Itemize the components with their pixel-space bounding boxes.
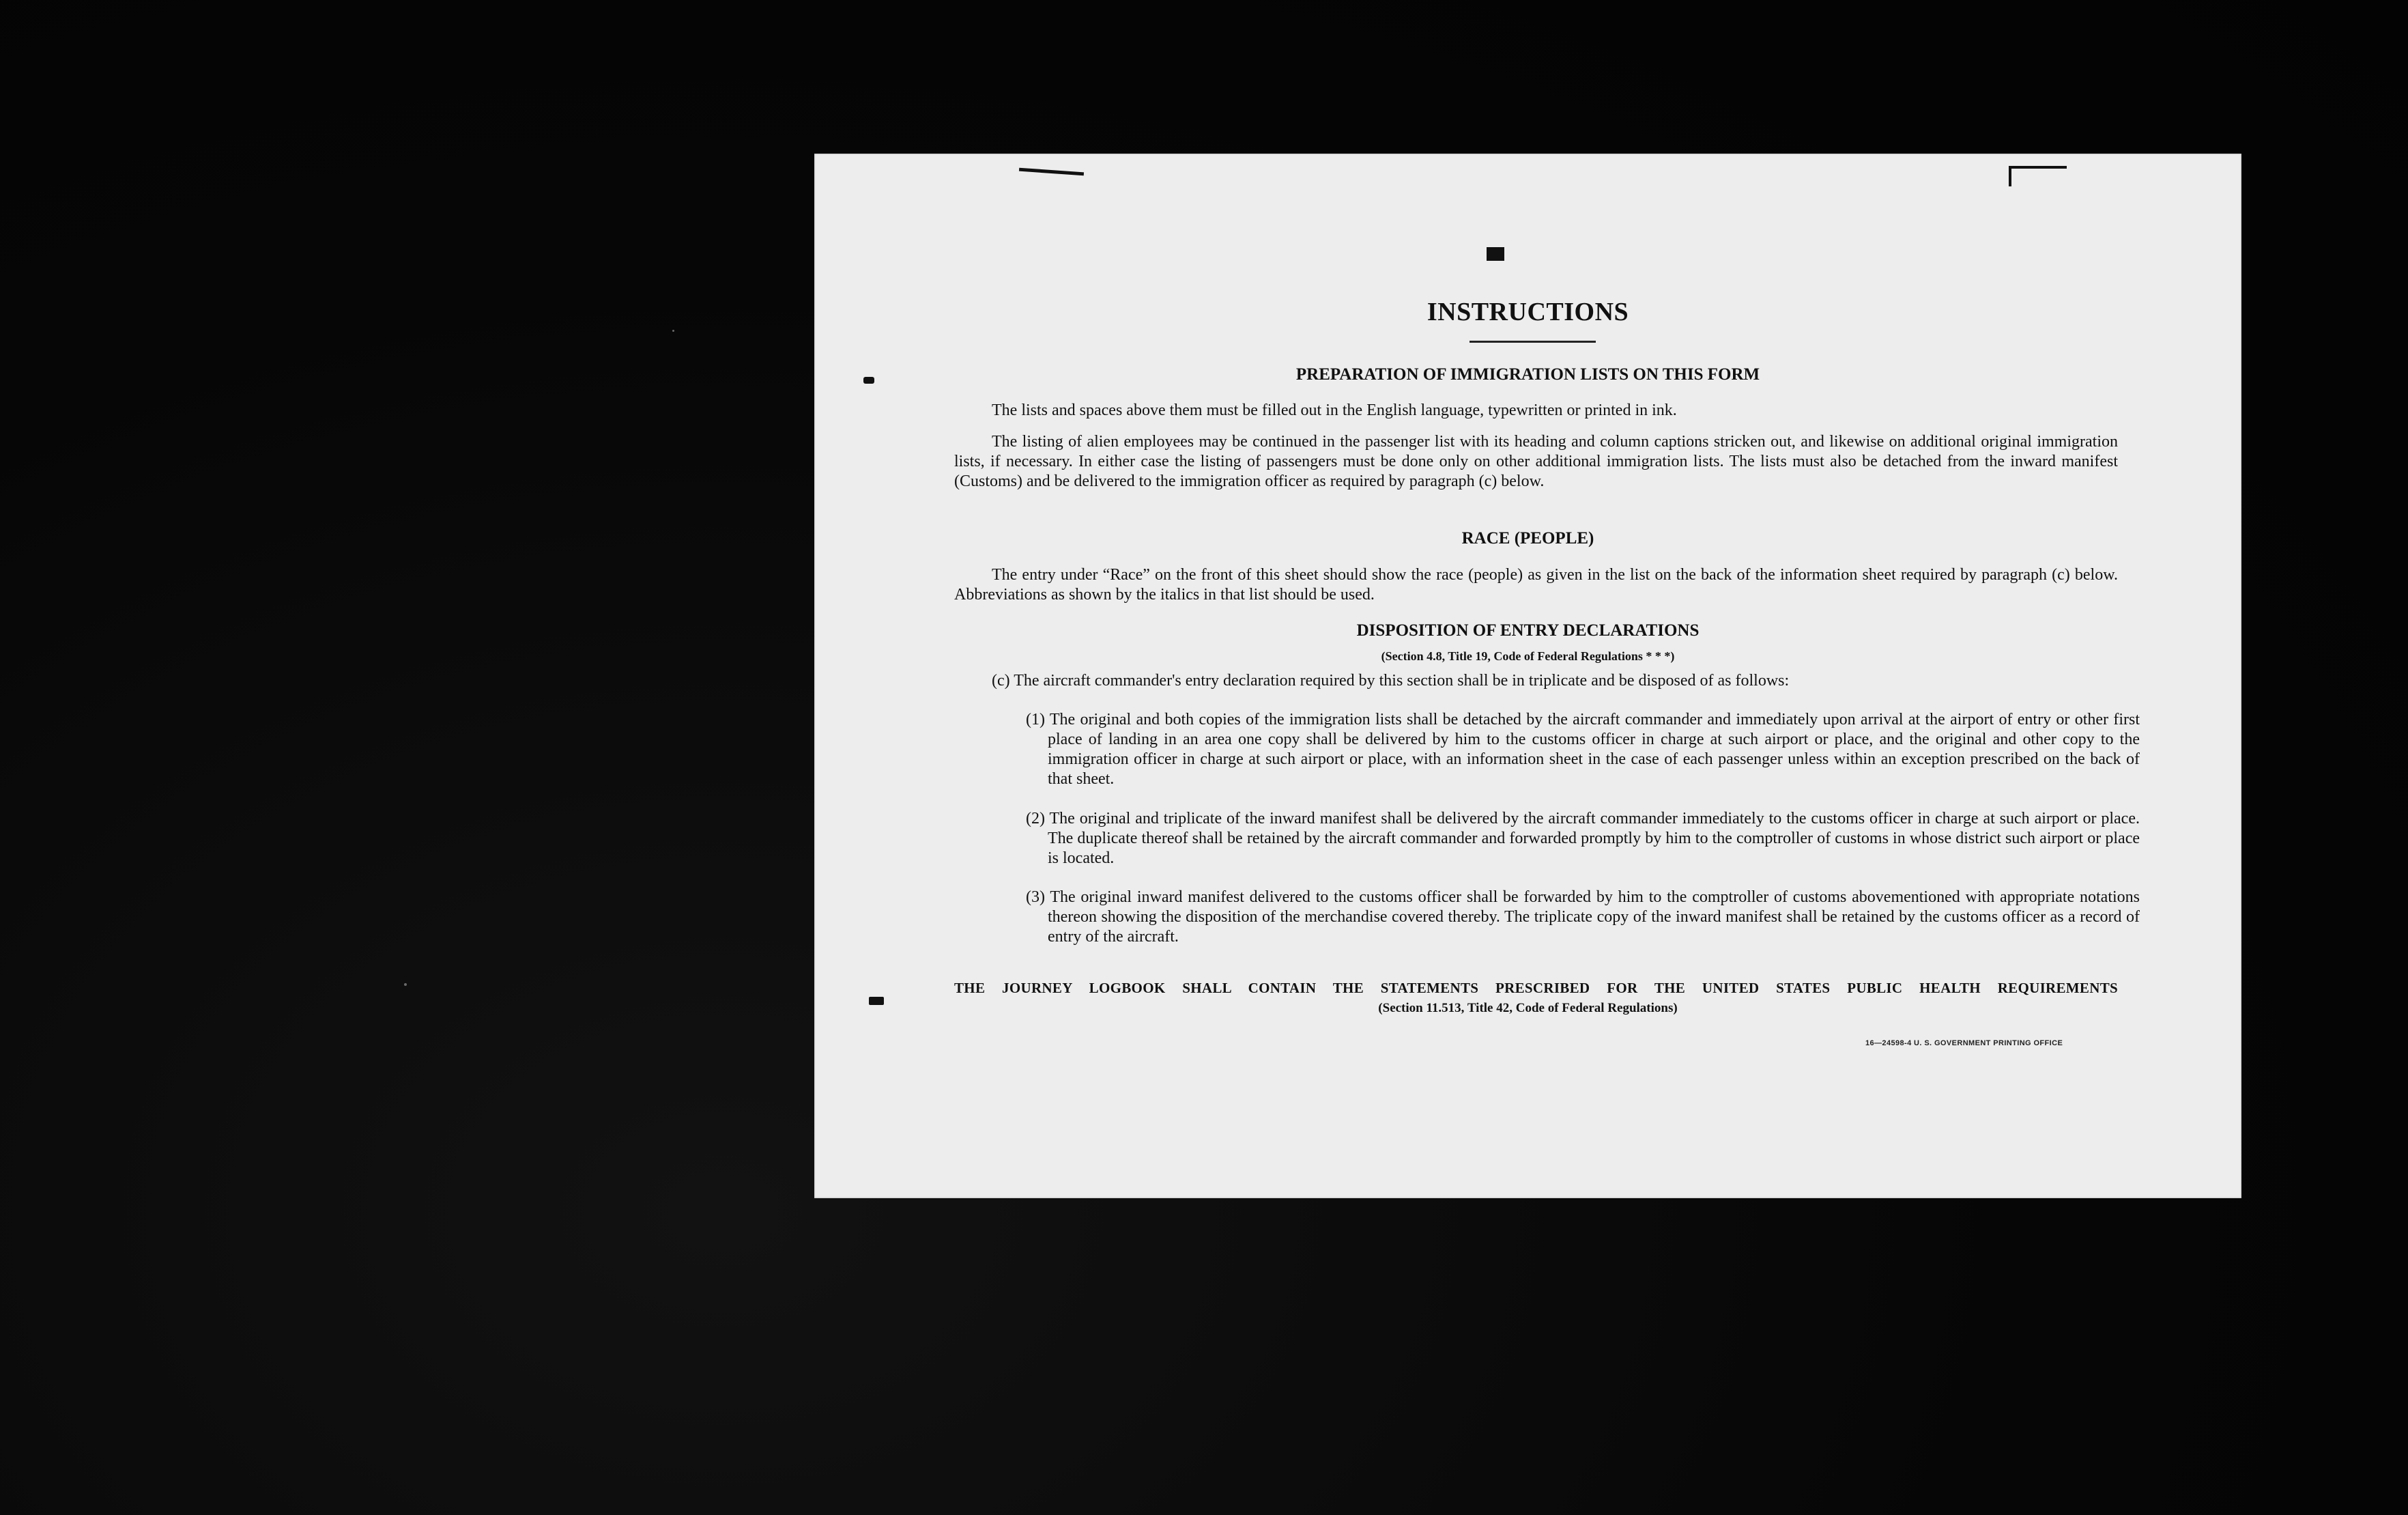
item-number: (3)	[1026, 888, 1045, 906]
top-left-mark	[1019, 168, 1084, 176]
item-text: The original and triplicate of the inward manifest shall be delivered by the aircraft commander immediately to the customs officer in charge at such airport or place. The duplicate thereof shall be retained by the aircraft commander and forwarded promptly by him to the comptroller of customs in whose district such airport or place is located.	[1048, 810, 2140, 867]
logbook-statement: THE JOURNEY LOGBOOK SHALL CONTAIN THE STATEMENTS PRESCRIBED FOR THE UNITED STATES PUBLIC HEALTH REQUIREMENTS	[954, 980, 2118, 996]
top-right-mark-tick	[2009, 166, 2011, 186]
item-text: The original and both copies of the immigration lists shall be detached by the aircraft commander and immediately upon arrival at the airport of entry or other first place of landing in an area one copy shall be delivered by him to the customs officer in charge at such airport or place, and the original and other copy to the immigration officer in charge at such airport or place, with an information sheet in the case of each passenger unless within an exception prescribed on the back of that sheet.	[1048, 711, 2140, 788]
disposition-item-2	[1026, 809, 2140, 868]
printer-imprint: 16—24598-4 U. S. GOVERNMENT PRINTING OFFICE	[1865, 1039, 2063, 1047]
background-speck	[672, 330, 674, 332]
disposition-item-1	[1026, 710, 2140, 789]
page-title: INSTRUCTIONS	[1427, 298, 1629, 326]
center-ink-blot	[1487, 247, 1504, 261]
disposition-item-3	[1026, 888, 2140, 947]
disposition-heading: DISPOSITION OF ENTRY DECLARATIONS	[1356, 621, 1700, 640]
item-number: (1)	[1026, 711, 1045, 728]
instruction-sheet	[814, 154, 2241, 1198]
race-paragraph: The entry under “Race” on the front of this sheet should show the race (people) as given in the list on the back of the information sheet required by paragraph (c) below. Abbreviations as shown by the italics in that list should be used.	[954, 566, 2118, 604]
item-number: (2)	[1026, 810, 1045, 827]
background-speck	[404, 983, 407, 986]
title-underline	[1470, 341, 1596, 343]
preparation-paragraph-1: The lists and spaces above them must be filled out in the English language, typewritten or printed in ink.	[992, 401, 1677, 419]
preparation-paragraph-2: The listing of alien employees may be continued in the passenger list with its heading and column captions stricken out, and likewise on additional original immigration lists, if necessary. In either case the listing of passengers must be done only on other additional immigration lists. The lists must also be detached from the inward manifest (Customs) and be delivered to the immigration officer as required by paragraph (c) below.	[954, 433, 2118, 490]
logbook-citation: (Section 11.513, Title 42, Code of Federal Regulations)	[1378, 1001, 1678, 1015]
disposition-citation: (Section 4.8, Title 19, Code of Federal Regulations * * *)	[1381, 649, 1675, 663]
item-text: The original inward manifest delivered to the customs officer shall be forwarded by him to the comptroller of customs abovementioned with appropriate notations thereon showing the disposition of the merchandise covered thereby. The triplicate copy of the inward manifest shall be retained by the customs officer as a record of entry of the aircraft.	[1048, 888, 2140, 946]
disposition-intro: (c) The aircraft commander's entry declaration required by this section shall be in triplicate and be disposed of as follows:	[992, 672, 1790, 690]
preparation-heading: PREPARATION OF IMMIGRATION LISTS ON THIS FORM	[1295, 365, 1760, 384]
top-right-mark	[2009, 166, 2067, 169]
race-heading: RACE (PEOPLE)	[1461, 529, 1594, 548]
